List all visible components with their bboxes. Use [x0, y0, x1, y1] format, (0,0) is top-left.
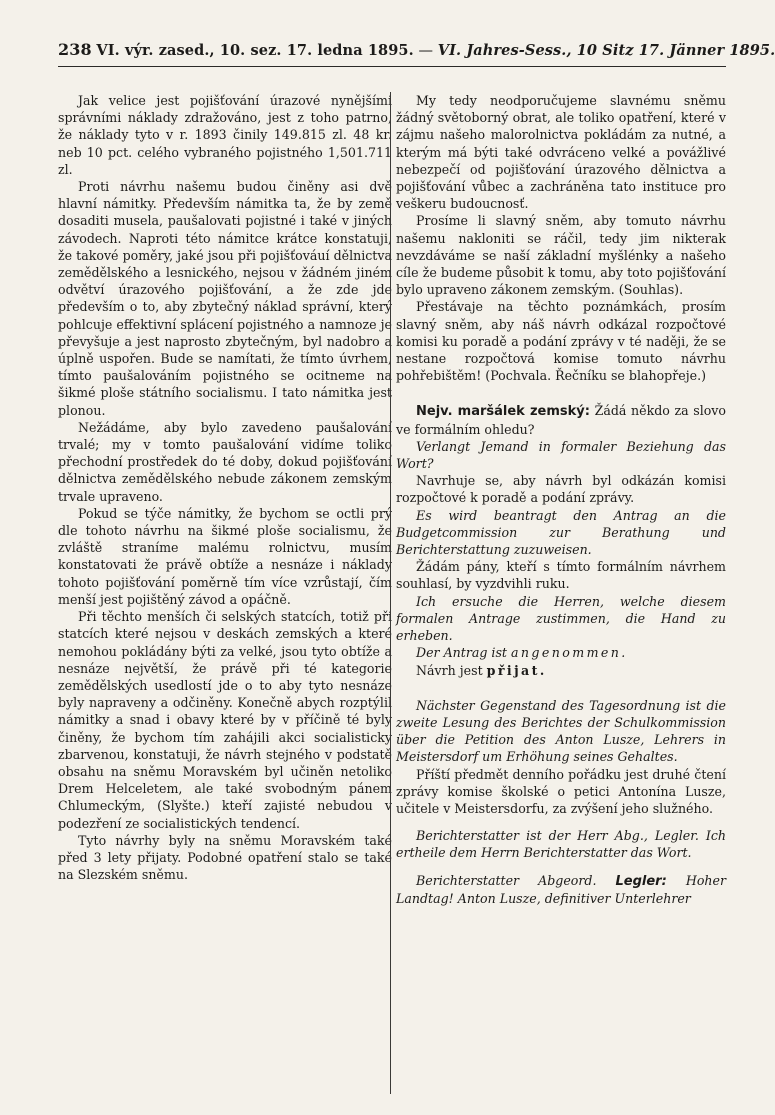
left-paragraph-3: Nežádáme, aby bylo zavedeno paušalování trvalé; my v tomto paušalování vidíme toliko přechodní prostředek do té doby, dokud pojišťování dělnictva zemědělského nebude zákonem zemským trvale upraveno. [58, 419, 392, 504]
right-paragraph-8: Žádám pány, kteří s tímto formálním návrhem souhlasí, by vyzdvihli ruku. [396, 559, 726, 592]
right-paragraph-5: Verlangt Jemand in formaler Beziehung das Wort? [396, 438, 726, 472]
right-paragraph-13: Příští předmět denního pořádku jest druhé čtení zprávy komise školské o petici Antonína Lusze, učitele v Meistersdorfu, za zvýšení jeho služného. [396, 766, 726, 816]
speaker-legler: Legler: [615, 873, 667, 889]
right-paragraph-9: Ich ersuche die Herren, welche diesem formalen Antrage zustimmen, die Hand zu erheben. [396, 593, 726, 644]
left-column [58, 92, 392, 883]
header-separator: — [418, 43, 434, 59]
right-paragraph-3: Přestávaje na těchto poznámkách, prosím slavný sněm, aby náš návrh odkázal rozpočtové komisi ku poradě a podání zprávy v té naději, že se nestane rozpočtová komise tomuto návrhu pohřebištěm! (Pochvala. Řečníku se blahopřeje.) [396, 299, 726, 384]
right-paragraph-2: Prosíme li slavný sněm, aby tomuto návrhu našemu nakloniti se ráčil, tedy jim nikterak nevzdáváme se naší základní myšlénky a našeho cíle že budeme působit k tomu, aby toto pojišťování bylo upraveno zákonem zemským. (Souhlas). [396, 213, 726, 298]
right-paragraph-15 [396, 872, 726, 907]
czech-result-prefix: Návrh jest [416, 662, 487, 678]
left-paragraph-4: Pokud se týče námitky, že bychom se octli prý dle tohoto návrhu na šikmé ploše socialismu, že zvláště straníme malému rolnictvu, musím konstatovati že právě obtíže a nesnáze i náklady tohoto pojišťování poměrně tím více vzrůstají, čím menší jest pojištěný závod a opáčně. [58, 505, 392, 607]
german-result-prefix: Der Antrag ist [416, 645, 511, 661]
czech-result: přijat. [486, 662, 547, 678]
legler-text: Hoher Landtag! Anton Lusze, definitiver Unterlehrer [396, 872, 726, 906]
left-paragraph-1: Jak velice jest pojišťování úrazové nynějšími správními náklady zdražováno, jest z toho patrno, že náklady tyto v r. 1893 činily 149.815 zl. 48 kr. neb 10 pct. celého vybraného pojistného 1,501.711 zl. [58, 93, 392, 177]
german-session-label: VI. Jahres-Sess., 10 Sitz 17. Jänner 1895. [437, 42, 775, 59]
left-paragraph-5: Při těchto menších či selských statcích, totiž při statcích které nejsou v deskách zemských a které nemohou pokládány býti za velké, jsou tyto obtíže a nesnáze největší, že právě při té kategorie zemědělských usedlostí jde o to aby tyto nesnáze byly napraveny a odčiněny. Konečně abych rozptýlil námitky a snad i obavy které by v příčině té byly činěny, že bychom tím zahájili akci socialisticky zbarvenou, konstatuji, že návrh stejného v podstatě obsahu na sněmu Moravském byl učiněn netoliko Drem Helceletem, ale také svobodným pánem Chlumeckým, (Slyšte.) kteří zajisté nebudou v podezření ze socialistických tendencí. [58, 609, 392, 831]
column-divider [390, 92, 391, 1094]
marshal-question: Žádá někdo za slovo ve formálním ohledu? [396, 403, 726, 437]
right-paragraph-11 [396, 662, 726, 679]
page-number: 238 [58, 40, 92, 59]
czech-session-label: VI. výr. zased., 10. sez. 17. ledna 1895. [96, 42, 414, 59]
right-paragraph-12: Nächster Gegenstand des Tagesordnung ist die zweite Lesung des Berichtes der Schulkommission über die Petition des Anton Lusze, Lehrers in Meistersdorf um Erhöhung seines Gehaltes. [396, 697, 726, 765]
header-rule [58, 66, 726, 67]
right-paragraph-10 [396, 644, 726, 661]
reporter-prefix: Berichterstatter Abgeord. [416, 872, 616, 888]
right-column [396, 92, 726, 907]
right-paragraph-1: My tedy neodporučujeme slavnému sněmu žádný světoborný obrat, ale toliko opatření, které v zájmu našeho malorolnictva pokládám za nutné, a kterým má býti také odvráceno velké a povážlivé nebezpečí od pojišťování úrazového dělnictva a pojišťování vůbec a zachráněna tato instituce pro veškeru budoucnosť. [396, 93, 726, 212]
right-paragraph-4 [396, 402, 726, 437]
right-paragraph-14: Berichterstatter ist der Herr Abg., Legler. Ich ertheile dem Herrn Berichterstatter das Wort. [396, 828, 726, 861]
right-paragraph-6: Navrhuje se, aby návrh byl odkázán komisi rozpočtové k poradě a podání zprávy. [396, 473, 726, 506]
page-header [58, 40, 775, 59]
german-result: angenommen. [511, 645, 628, 661]
right-paragraph-7: Es wird beantragt den Antrag an die Budgetcommission zur Berathung und Berichterstattung zuzuweisen. [396, 507, 726, 558]
speaker-marshal: Nejv. maršálek zemský: [416, 404, 590, 420]
left-paragraph-6: Tyto návrhy byly na sněmu Moravském také před 3 lety přijaty. Podobné opatření stalo se také na Slezském sněmu. [58, 832, 392, 883]
left-paragraph-2: Proti návrhu našemu budou činěny asi dvě hlavní námitky. Především námitka ta, že by země dosaditi musela, paušalovati pojistné i také v jiných závodech. Naproti této námitce krátce konstatuji, že takové poměry, jaké jsou při pojišťováuí dělnictva zemědělského a lesnického, nejsou v žádném jiném odvětví úrazového pojišťování, a že zde jde především o to, aby zbytečný náklad správní, který pohlcuje effektivní splácení pojistného a namnoze je převyšuje a jest naprosto zbytečným, byl nadobro a úplně uspořen. Bude se namítati, že tímto úvrhem, tímto paušalováním pojistného se ocitneme na šikmé ploše státního socialismu. I tato námitka jest plonou. [58, 179, 392, 418]
